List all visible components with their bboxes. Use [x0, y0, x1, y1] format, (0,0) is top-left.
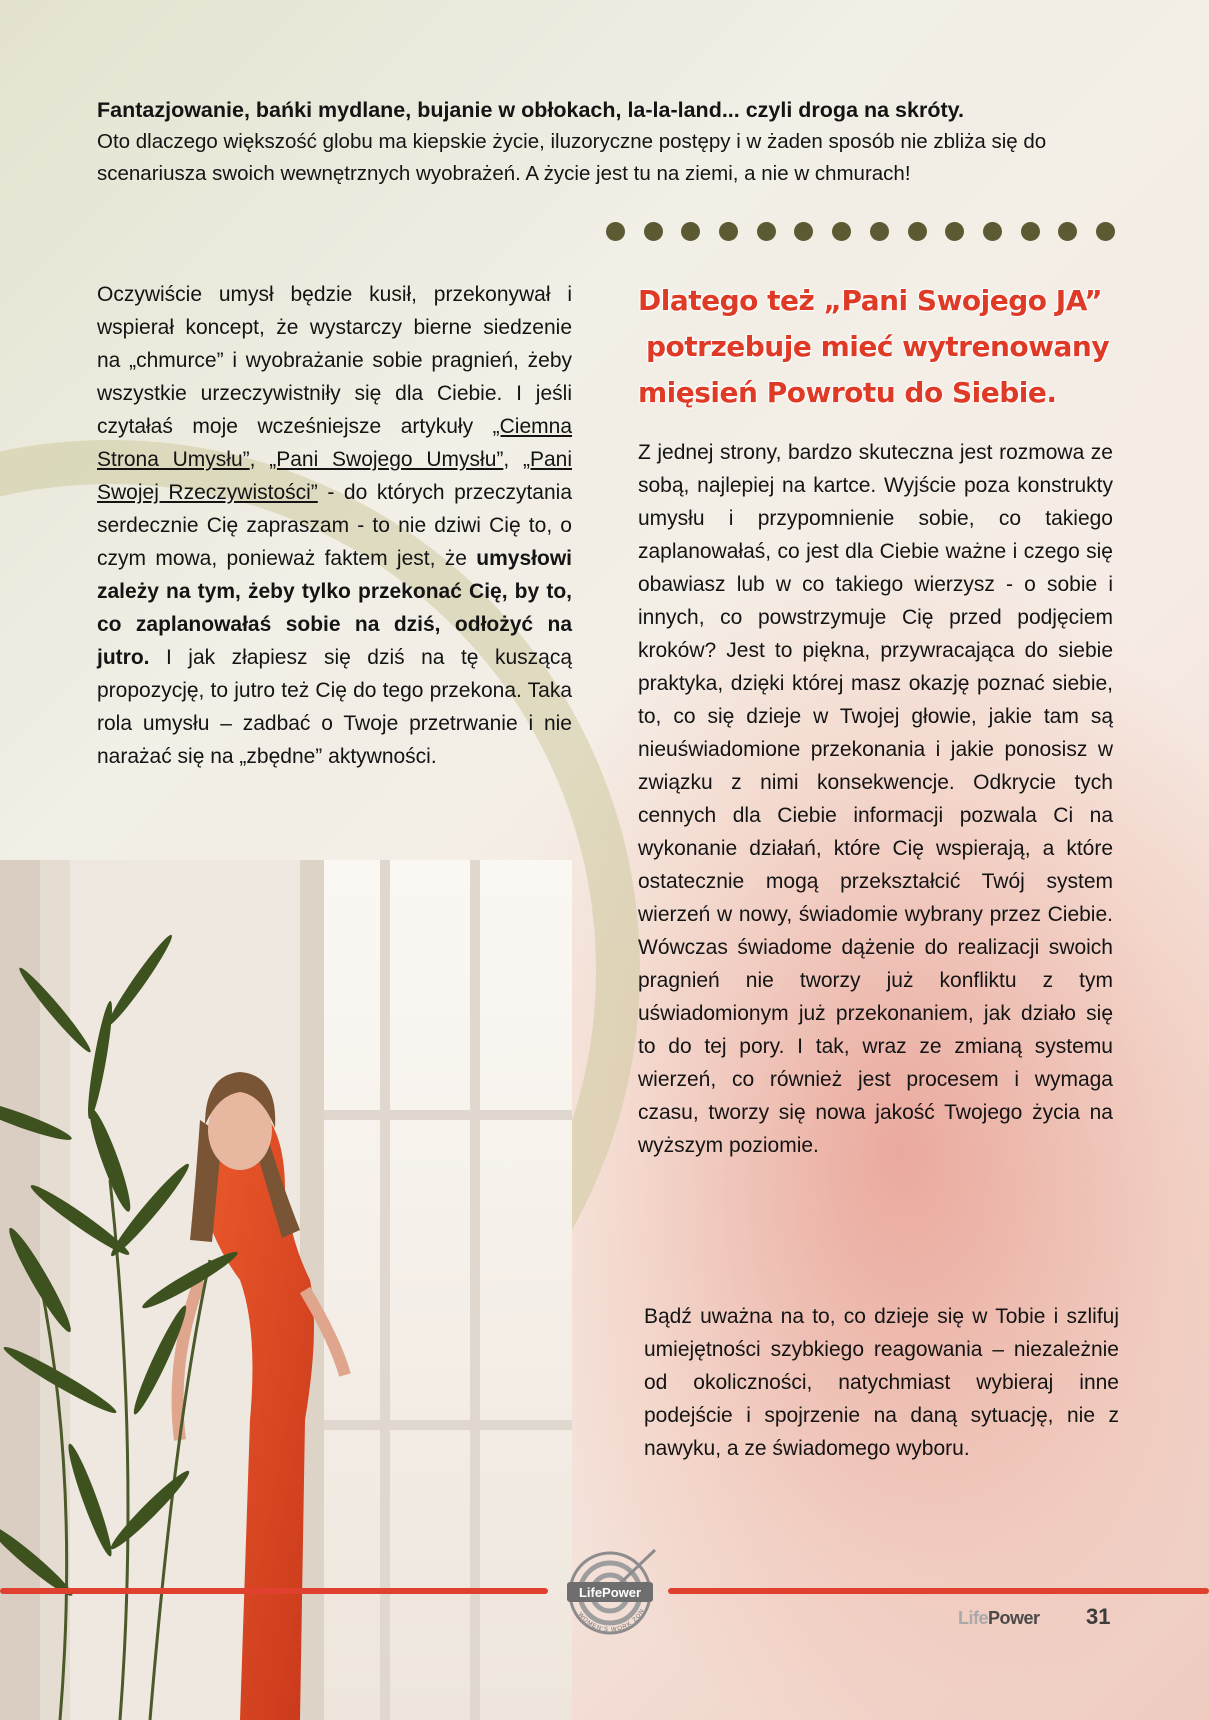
logo-ring-text: WOMEN'S WORK ZON [576, 1607, 647, 1634]
separator: , [249, 448, 270, 471]
dot [606, 222, 625, 241]
heading-line-3: mięsień Powrotu do Siebie. [638, 376, 1057, 409]
right-paragraph-1: Z jednej strony, bardzo skuteczna jest rozmowa ze sobą, najlepiej na kartce. Wyjście poza konstrukty umysłu i przypomnienie sobie, co takiego zaplanowałaś, co jest dla Ciebie ważne i czego się obawiasz lub w co takiego wierzysz - o sobie i innych, co powstrzymuje Cię przed podjęciem kroków? Jest to piękna, przywracająca do siebie praktyka, dzięki której masz okazję poznać siebie, to, co się dzieje w Twojej głowie, jakie tam są nieuświadomione przekonania i jakie ponosisz w związku z nimi konsekwencje. Odkrycie tych cennych dla Ciebie informacji pozwala Ci na wykonanie działań, które Cię wspierają, a które ostatecznie mogą przekształcić Twój system wierzeń w nowy, świadomie wybrany przez Ciebie. Wówczas świadome dążenie do realizacji swoich pragnień nie tworzy już konfliktu z tym uświadomionym już przekonaniem, jak działo się to do tej pory. I tak, wraz ze zmianą systemu wierzeń, co również jest procesem i wymaga czasu, tworzy się nowa jakość Twojego życia na wyższym poziomie. [638, 441, 1113, 1157]
article-link-pani-umyslu[interactable]: „Pani Swojego Umysłu” [269, 448, 504, 471]
dot [1096, 222, 1115, 241]
separator: , [503, 448, 523, 471]
footer-brand [958, 1608, 1040, 1629]
dot [644, 222, 663, 241]
dot [945, 222, 964, 241]
left-column [97, 278, 572, 773]
left-paragraph [97, 278, 572, 773]
right-column [638, 436, 1113, 1162]
footer-brand-life: Life [958, 1608, 989, 1628]
left-text-2: - do których przeczytania serdecznie Cię zapraszam - to nie dziwi Cię to, o czym mowa, ponieważ faktem jest, że [97, 481, 573, 570]
intro [97, 94, 1117, 190]
dot [1021, 222, 1040, 241]
dot [983, 222, 1002, 241]
dot [681, 222, 700, 241]
footer-line-right [668, 1588, 1209, 1594]
dot [757, 222, 776, 241]
article-link-pani-rzeczywistosci[interactable]: „Pani Swojej Rzeczywistości” [97, 448, 573, 504]
right-column-closing [644, 1300, 1119, 1465]
dot [1058, 222, 1077, 241]
footer-line-left [0, 1588, 548, 1594]
intro-title: Fantazjowanie, bańki mydlane, bujanie w obłokach, la-la-land... czyli droga na skróty. [97, 98, 964, 122]
intro-text: Oto dlaczego większość globu ma kiepskie życie, iluzoryczne postępy i w żaden sposób nie zbliża się do scenariusza swoich wewnętrznych wyobrażeń. A życie jest tu na ziemi, a nie w chmurach! [97, 130, 1047, 185]
dot [794, 222, 813, 241]
left-text-3: I jak złapiesz się dziś na tę kuszącą propozycję, to jutro też Cię do tego przekona. Taka rola umysłu – zadbać o Twoje przetrwanie i nie narażać się na „zbędne” aktywności. [97, 646, 572, 768]
right-paragraph-2: Bądź uważna na to, co dzieje się w Tobie i szlifuj umiejętności szybkiego reagowania – niezależnie od okoliczności, natychmiast wybieraj inne podejście i spojrzenie na daną sytuację, nie z nawyku, a ze świadomego wyboru. [644, 1305, 1119, 1460]
dot [870, 222, 889, 241]
article-link-ciemna-strona[interactable]: „Ciemna Strona Umysłu” [97, 415, 572, 471]
heading-line-2: potrzebuje mieć wytrenowany [646, 330, 1110, 363]
left-bold-text: umysłowi zależy na tym, żeby tylko przekonać Cię, by to, co zaplanowałaś sobie na dziś, odłożyć na jutro. [97, 547, 572, 669]
section-heading [638, 278, 1118, 416]
heading-line-1: Dlatego też „Pani Swojego JA” [638, 284, 1103, 317]
left-text-1: Oczywiście umysł będzie kusił, przekonywał i wspierał koncept, że wystarczy bierne siedzenie na „chmurce” i wyobrażanie sobie pragnień, żeby wszystkie urzeczywistniły się dla Ciebie. I jeśli czytałaś moje wcześniejsze artykuły [97, 283, 572, 438]
footer-brand-power: Power [988, 1608, 1040, 1628]
logo-text: LifePower [578, 1585, 642, 1600]
page-number: 31 [1086, 1604, 1111, 1629]
dot [832, 222, 851, 241]
dot-divider [606, 222, 1115, 241]
lifepower-logo [555, 1538, 665, 1648]
dot [908, 222, 927, 241]
dot [719, 222, 738, 241]
